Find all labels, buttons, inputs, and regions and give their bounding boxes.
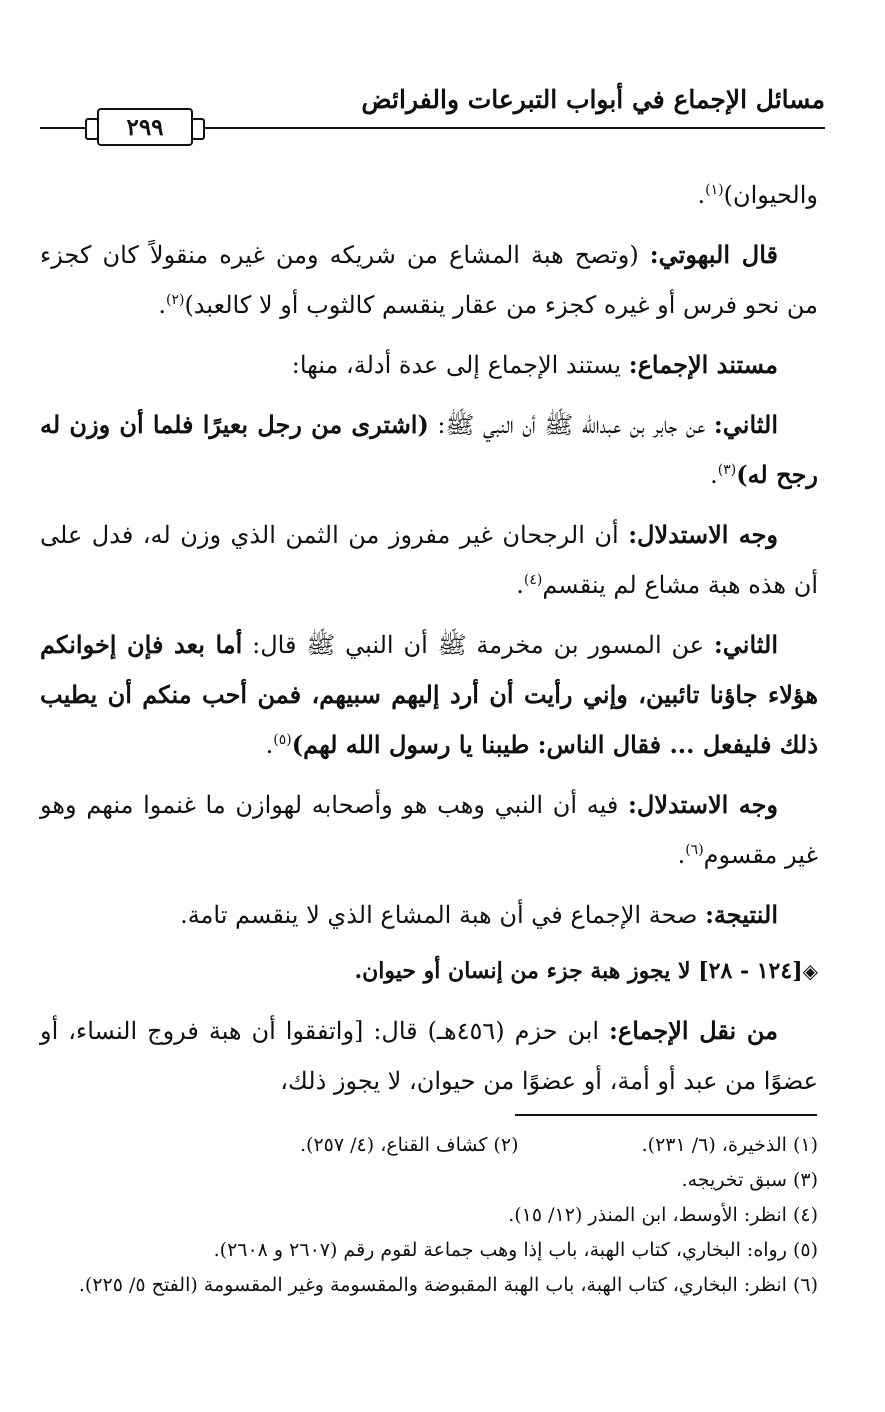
footnote-row (40, 1128, 818, 1163)
para-lead: وجه الاستدلال: (628, 520, 779, 549)
main-text (40, 170, 818, 1116)
footnote-5: (٥) رواه: البخاري، كتاب الهبة، باب إذا وهب جماعة لقوم رقم (٢٦٠٧ و ٢٦٠٨). (213, 1239, 818, 1261)
hadith-quote: (اشترى من رجل بعيرًا فلما أن وزن له رجح له) (40, 410, 818, 489)
footnote-3: (٣) سبق تخريجه. (681, 1169, 818, 1191)
paragraph-result: النتيجة: صحة الإجماع في أن هبة المشاع الذي لا ينقسم تامة. (180, 900, 778, 929)
para-lead: مستند الإجماع: (628, 350, 778, 379)
paragraph-inference-2: وجه الاستدلال: فيه أن النبي وهب هو وأصحابه لهوازن ما غنموا منهم وهو غير مقسوم$^{(٦)}$. (40, 790, 818, 869)
diamond-bullet-icon: ◈ (802, 959, 818, 983)
para-lead: النتيجة: (705, 900, 778, 929)
footnote-6: (٦) انظر: البخاري، كتاب الهبة، باب الهبة المقبوضة والمقسومة وغير المقسومة (الفتح ٥/ ٢٢٥). (78, 1274, 818, 1296)
para-lead: الثاني: (713, 410, 778, 439)
para-lead: قال البهوتي: (649, 240, 779, 269)
para-lead: من نقل الإجماع: (609, 1016, 779, 1045)
footnotes (40, 1128, 818, 1303)
footnote-2: (٢) كشاف القناع، (٤/ ٢٥٧). (300, 1134, 519, 1156)
page-number-frame (97, 108, 193, 146)
footnote-ref-6[interactable]: (٦) (685, 842, 704, 858)
paragraph-continuation: والحيوان)$^{(١)}$. (697, 181, 818, 209)
footnote-4: (٤) انظر: الأوسط، ابن المنذر (١٢/ ١٥). (508, 1204, 818, 1226)
paragraph-basis: مستند الإجماع: يستند الإجماع إلى عدة أدلة، منها: (291, 350, 778, 379)
paragraph-bahuti: قال البهوتي: (وتصح هبة المشاع من شريكه ومن غيره منقولاً كان كجزء من نحو فرس أو غيره كجزء من عقار ينقسم كالثوب أو لا كالعبد)$^{(٢)}$. (40, 240, 818, 319)
page-number: ٢٩٩ (126, 113, 164, 141)
paragraph-inference-1: وجه الاستدلال: أن الرجحان غير مفروز من الثمن الذي وزن له، فدل على أن هذه هبة مشاع لم ينقسم$^{(٤)}$. (40, 520, 818, 599)
paragraph-evidence-miswar: الثاني: عن المسور بن مخرمة ﷺ أن النبي ﷺ قال: أما بعد فإن إخوانكم هؤلاء جاؤنا تائبين، وإني رأيت أن أرد إليهم سبيهم، فمن أحب منكم أن يطيب ذلك فليفعل ... فقال الناس: طيبنا يا رسول الله لهم)$^{(٥)}$. (40, 630, 818, 759)
paragraph-evidence-jabir: الثاني: عن جابر بن عبدالله ﷺ أن النبي ﷺ: (اشترى من رجل بعيرًا فلما أن وزن له رجح له)$^{(٣)}$. (40, 410, 818, 489)
page-header (40, 84, 825, 144)
section-heading: ◈[١٢٤ - ٢٨] لا يجوز هبة جزء من إنسان أو حيوان. (354, 958, 818, 984)
footnote-separator (515, 1114, 817, 1116)
footnote-ref-5[interactable]: (٥) (273, 732, 292, 748)
footnote-ref-4[interactable]: (٤) (523, 572, 543, 588)
footnote-ref-2[interactable]: (٢) (165, 292, 185, 308)
para-lead: الثاني: (713, 630, 778, 659)
footnote-ref-1[interactable]: (١) (705, 182, 724, 198)
paragraph-transmitters: من نقل الإجماع: ابن حزم (٤٥٦هـ) قال: [واتفقوا أن هبة فروج النساء، أو عضوًا من عبد أو أمة، أو عضوًا من حيوان، لا يجوز ذلك، (40, 1016, 818, 1095)
footnote-ref-3[interactable]: (٣) (717, 462, 737, 478)
para-lead: وجه الاستدلال: (628, 790, 779, 819)
footnote-1: (١) الذخيرة، (٦/ ٢٣١). (641, 1134, 818, 1156)
hadith-quote: أما بعد فإن إخوانكم هؤلاء جاؤنا تائبين، وإني رأيت أن أرد إليهم سبيهم، فمن أحب منكم أن يطيب ذلك فليفعل ... فقال الناس: طيبنا يا رسول الله لهم) (40, 630, 818, 759)
running-title: مسائل الإجماع في أبواب التبرعات والفرائض (361, 85, 825, 114)
